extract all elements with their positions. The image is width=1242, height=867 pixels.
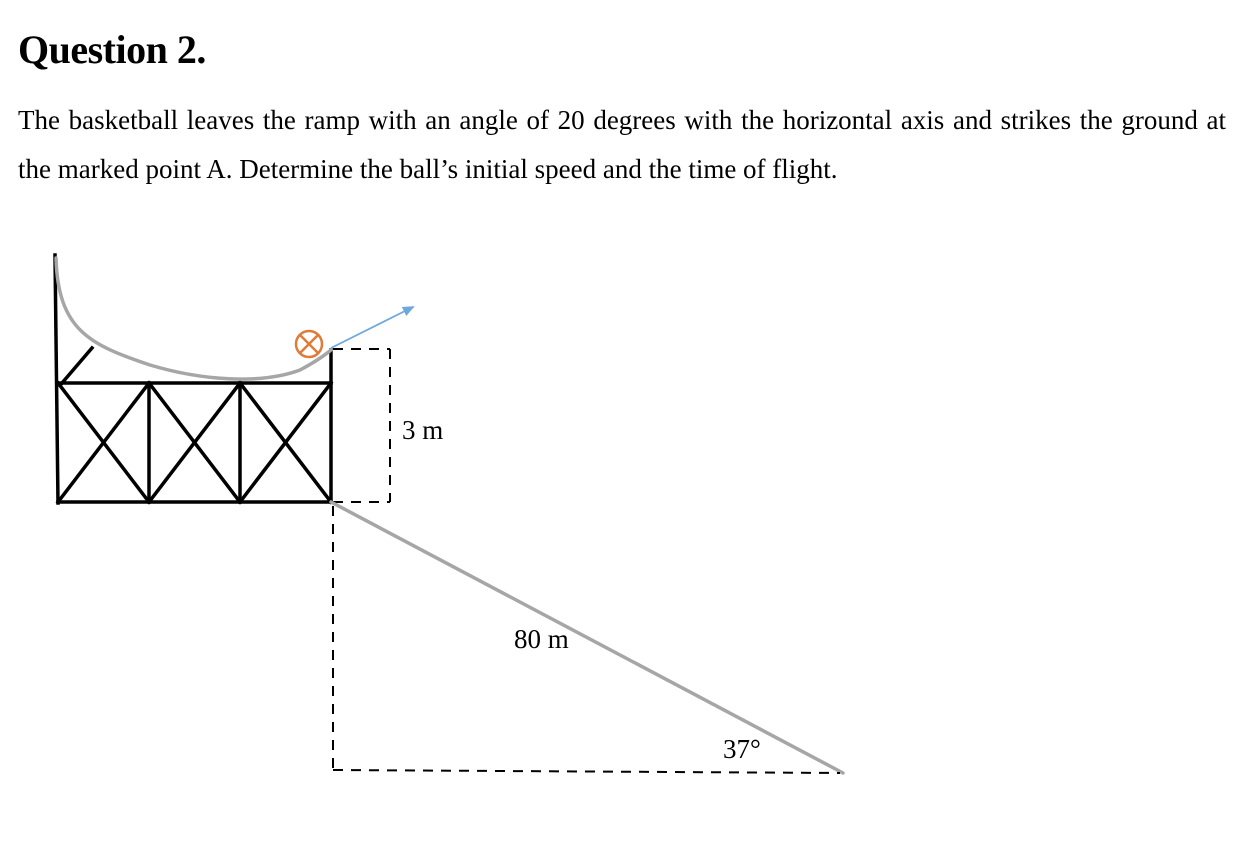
slope-line <box>331 502 843 773</box>
slope-length-label: 80 m <box>514 624 569 654</box>
question-title: Question 2. <box>18 27 206 72</box>
height-dimension <box>333 349 390 502</box>
velocity-arrow <box>331 307 413 348</box>
truss-left-post <box>55 255 58 503</box>
truss-brace <box>62 348 92 383</box>
question-text: The basketball leaves the ramp with an angle of 20 degrees with the horizontal axis and strikes the ground at the marked point A. Determine the ball’s initial speed and the time of flight. <box>18 105 1226 184</box>
ramp-truss <box>55 255 331 503</box>
ball-marker <box>296 331 322 357</box>
ramp-curve <box>56 258 331 379</box>
angle-label: 37° <box>723 734 761 764</box>
horizontal-guide <box>333 770 840 773</box>
height-label: 3 m <box>402 415 444 445</box>
